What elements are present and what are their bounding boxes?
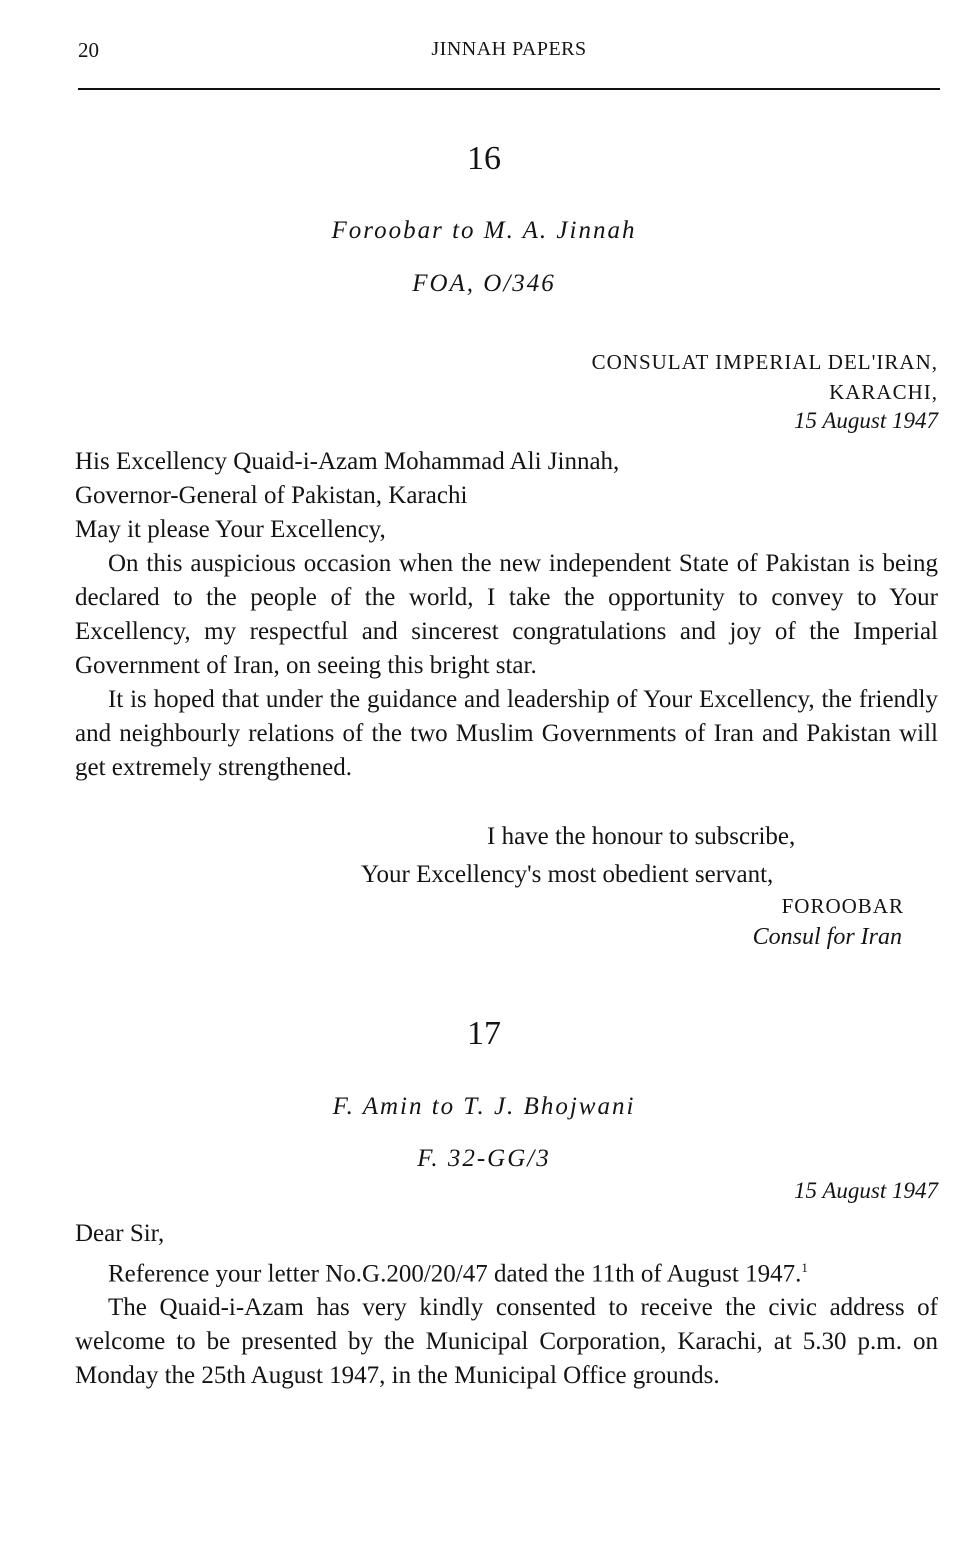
signature-title: Consul for Iran [752,924,902,950]
header-rule [78,88,940,90]
addressee-line-1: His Excellency Quaid-i-Azam Mohammad Ali Jinnah, [75,448,620,475]
letter-body [75,445,938,785]
document-heading: F. Amin to T. J. Bhojwani [332,1093,636,1120]
body-paragraph: It is hoped that under the guidance and leadership of Your Excellency, the friendly and neighbourly relations of the two Muslim Governments of Iran and Pakistan will get extremely strengthened. [75,686,938,781]
letter-body [75,1217,938,1393]
document-reference: FOA, O/346 [412,270,556,297]
footnote-marker: 1 [801,1260,808,1275]
document-heading: Foroobar to M. A. Jinnah [331,217,637,244]
letter-date: 15 August 1947 [794,1178,938,1203]
addressee-line-2: Governor-General of Pakistan, Karachi [75,482,468,509]
sender-address-line-2: KARACHI, [829,380,938,404]
running-head: JINNAH PAPERS [431,38,587,60]
body-paragraph: On this auspicious occasion when the new independent State of Pakistan is being declared to the people of the world, I take the opportunity to convey to Your Excellency, my respectful and sincerest congratulations and joy of the Imperial Government of Iran, on seeing this bright star. [75,550,938,679]
salutation: May it please Your Excellency, [75,516,386,543]
salutation: Dear Sir, [75,1220,165,1247]
signature-name: FOROOBAR [781,894,904,918]
page-header [78,38,940,68]
body-paragraph-text: Reference your letter No.G.200/20/47 dated the 11th of August 1947. [108,1260,802,1288]
document-number: 17 [467,1015,501,1052]
page-number: 20 [78,38,99,62]
document-number: 16 [467,140,501,177]
body-paragraph: The Quaid-i-Azam has very kindly consented to receive the civic address of welcome to be presented by the Municipal Corporation, Karachi, at 5.30 p.m. on Monday the 25th August 1947, in the Municipal Office grounds. [75,1294,938,1390]
closing-line-2: Your Excellency's most obedient servant, [361,861,774,888]
body-paragraph [75,1251,938,1291]
closing-line-1: I have the honour to subscribe, [487,823,796,850]
letter-date: 15 August 1947 [794,408,938,433]
sender-address-line-1: CONSULAT IMPERIAL DEL'IRAN, [591,350,938,374]
document-reference: F. 32-GG/3 [417,1145,551,1172]
